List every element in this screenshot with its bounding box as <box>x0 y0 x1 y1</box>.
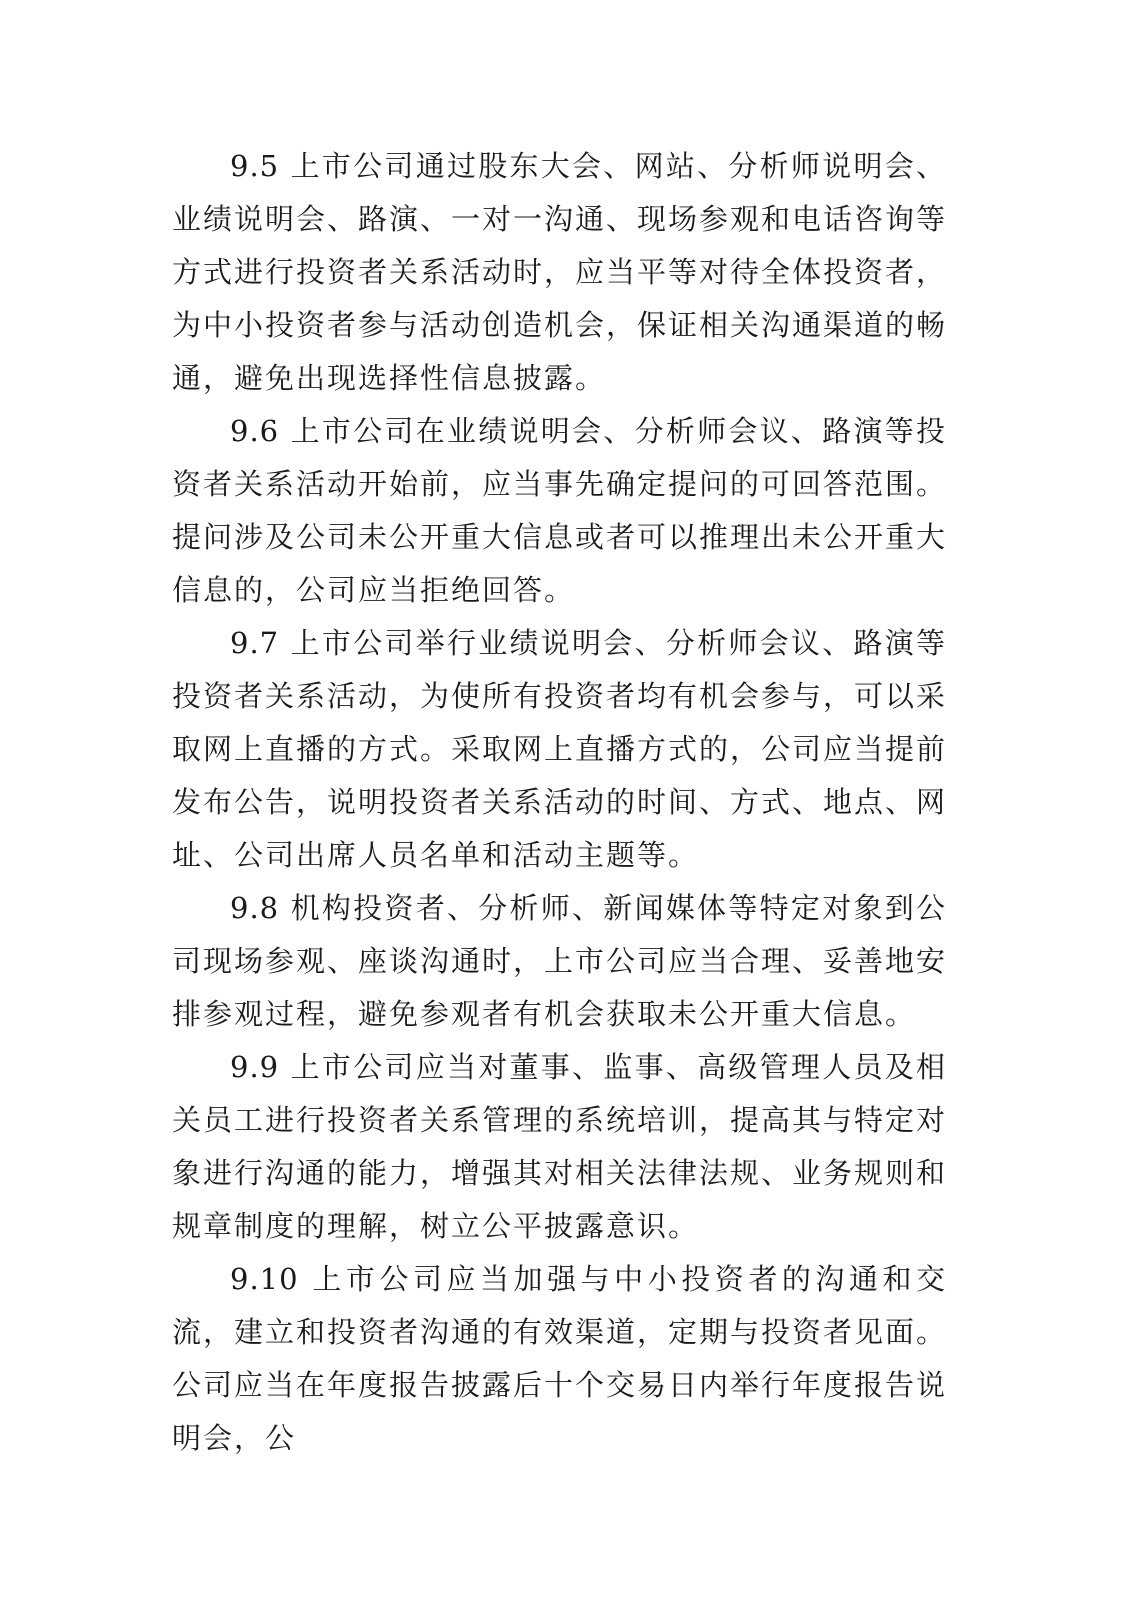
paragraph-9-5 <box>172 140 947 405</box>
clause-number: 9.10 <box>230 1262 299 1296</box>
clause-number: 9.5 <box>230 149 280 183</box>
clause-number: 9.7 <box>230 626 280 660</box>
clause-number: 9.8 <box>230 891 280 925</box>
clause-text: 上市公司举行业绩说明会、分析师会议、路演等投资者关系活动，为使所有投资者均有机会参与，可以采取网上直播的方式。采取网上直播方式的，公司应当提前发布公告，说明投资者关系活动的时间、方式、地点、网址、公司出席人员名单和活动主题等。 <box>172 626 948 872</box>
clause-text: 上市公司应当对董事、监事、高级管理人员及相关员工进行投资者关系管理的系统培训，提高其与特定对象进行沟通的能力，增强其对相关法律法规、业务规则和规章制度的理解，树立公平披露意识。 <box>172 1050 948 1243</box>
paragraph-9-9 <box>172 1041 947 1253</box>
document-body <box>172 140 947 1465</box>
paragraph-9-8 <box>172 882 947 1041</box>
paragraph-9-7 <box>172 617 947 882</box>
clause-number: 9.9 <box>230 1050 280 1084</box>
paragraph-9-10 <box>172 1253 947 1465</box>
clause-text: 上市公司通过股东大会、网站、分析师说明会、业绩说明会、路演、一对一沟通、现场参观和电话咨询等方式进行投资者关系活动时，应当平等对待全体投资者，为中小投资者参与活动创造机会，保证相关沟通渠道的畅通，避免出现选择性信息披露。 <box>172 149 948 395</box>
clause-text: 机构投资者、分析师、新闻媒体等特定对象到公司现场参观、座谈沟通时，上市公司应当合理、妥善地安排参观过程，避免参观者有机会获取未公开重大信息。 <box>172 891 948 1031</box>
clause-text: 上市公司应当加强与中小投资者的沟通和交流，建立和投资者沟通的有效渠道，定期与投资者见面。公司应当在年度报告披露后十个交易日内举行年度报告说明会，公 <box>172 1262 948 1455</box>
paragraph-9-6 <box>172 405 947 617</box>
clause-number: 9.6 <box>230 414 280 448</box>
clause-text: 上市公司在业绩说明会、分析师会议、路演等投资者关系活动开始前，应当事先确定提问的可回答范围。提问涉及公司未公开重大信息或者可以推理出未公开重大信息的，公司应当拒绝回答。 <box>172 414 948 607</box>
